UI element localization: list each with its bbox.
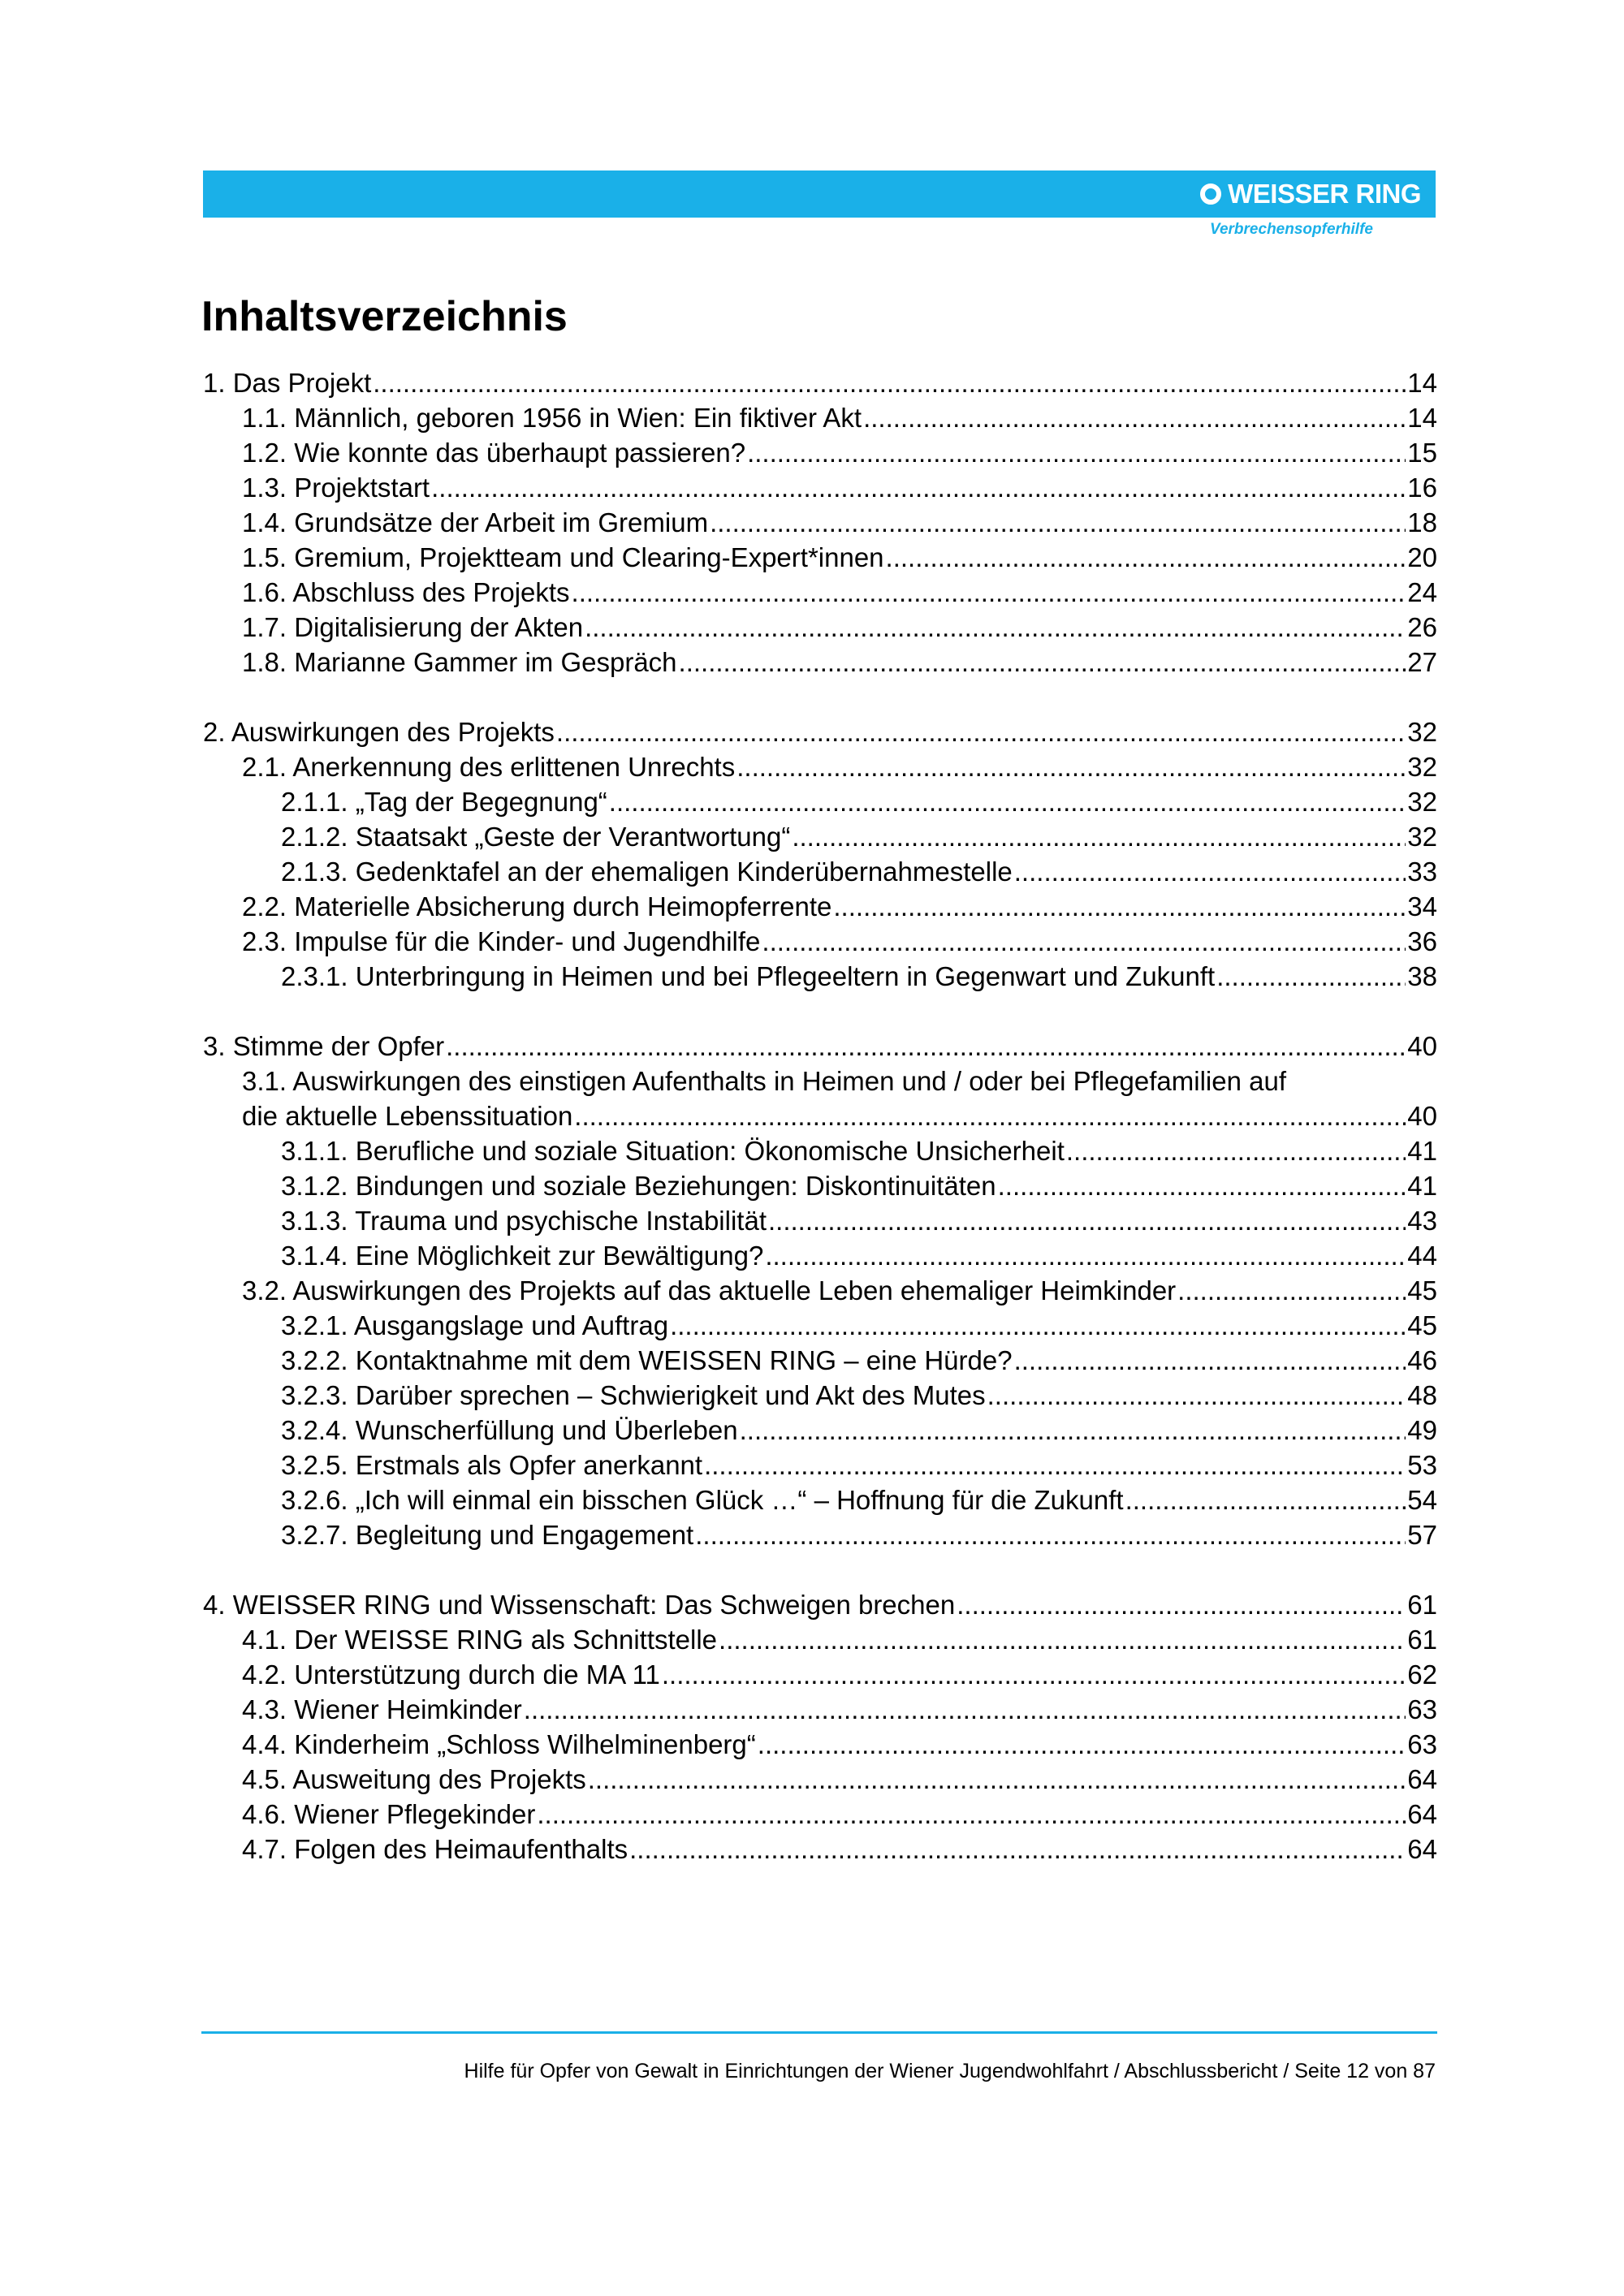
toc-entry: 2.1.2. Staatsakt „Geste der Verantwortung“ ..... 32 xyxy=(203,819,1437,854)
toc-entry: 2.3. Impulse für die Kinder- und Jugendhilfe ..... 36 xyxy=(203,924,1437,959)
toc-entry: 3.1.2. Bindungen und soziale Beziehungen: Diskontinuitäten ..... 41 xyxy=(203,1168,1437,1203)
toc-entry: 3.2.4. Wunscherfüllung und Überleben ..... 49 xyxy=(203,1413,1437,1448)
toc-entry: 3.2.7. Begleitung und Engagement ..... 57 xyxy=(203,1517,1437,1552)
toc-entry: 3.2.2. Kontaktnahme mit dem WEISSEN RING – eine Hürde? ..... 46 xyxy=(203,1343,1437,1378)
toc-entry: 3. Stimme der Opfer ..... 40 xyxy=(203,1029,1437,1064)
toc-entry: 3.1.1. Berufliche und soziale Situation: Ökonomische Unsicherheit ..... 41 xyxy=(203,1133,1437,1168)
table-of-contents xyxy=(203,365,1437,1867)
toc-entry: die aktuelle Lebenssituation ..... 40 xyxy=(203,1098,1437,1133)
toc-entry: 4.7. Folgen des Heimaufenthalts ..... 64 xyxy=(203,1832,1437,1867)
logo xyxy=(1200,177,1421,211)
page-title: Inhaltsverzeichnis xyxy=(201,293,568,340)
toc-entry: 1. Das Projekt ..... 14 xyxy=(203,365,1437,400)
toc-entry: 1.3. Projektstart ..... 16 xyxy=(203,470,1437,505)
header-bar xyxy=(203,170,1436,218)
toc-entry: 3.2.5. Erstmals als Opfer anerkannt ..... 53 xyxy=(203,1448,1437,1482)
toc-entry-line1: 3.1. Auswirkungen des einstigen Aufenthalts in Heimen und / oder bei Pflegefamilien auf xyxy=(242,1066,1286,1096)
toc-entry: 1.5. Gremium, Projektteam und Clearing-Expert*innen ..... 20 xyxy=(203,540,1437,575)
toc-entry: 2.1.3. Gedenktafel an der ehemaligen Kinderübernahmestelle ..... 33 xyxy=(203,854,1437,889)
logo-text: WEISSER RING xyxy=(1228,179,1421,209)
toc-entry: 3.2.3. Darüber sprechen – Schwierigkeit und Akt des Mutes ..... 48 xyxy=(203,1378,1437,1413)
toc-entry: 3.2.1. Ausgangslage und Auftrag ..... 45 xyxy=(203,1308,1437,1343)
logo-subtitle: Verbrechensopferhilfe xyxy=(1210,221,1373,238)
toc-entry: 3.2.6. „Ich will einmal ein bisschen Glück …“ – Hoffnung für die Zukunft ..... 54 xyxy=(203,1482,1437,1517)
toc-entry: 4.4. Kinderheim „Schloss Wilhelminenberg“ ..... 63 xyxy=(203,1727,1437,1762)
toc-entry: 1.2. Wie konnte das überhaupt passieren? ..... 15 xyxy=(203,435,1437,470)
toc-entry: 2.2. Materielle Absicherung durch Heimopferrente ..... 34 xyxy=(203,889,1437,924)
toc-entry: 1.7. Digitalisierung der Akten ..... 26 xyxy=(203,610,1437,645)
toc-entry: 4.3. Wiener Heimkinder ..... 63 xyxy=(203,1692,1437,1727)
toc-entry: 2.3.1. Unterbringung in Heimen und bei Pflegeeltern in Gegenwart und Zukunft ..... 38 xyxy=(203,959,1437,994)
toc-entry: 4. WEISSER RING und Wissenschaft: Das Schweigen brechen ..... 61 xyxy=(203,1587,1437,1622)
toc-entry: 2.1.1. „Tag der Begegnung“ ..... 32 xyxy=(203,784,1437,819)
toc-entry: 4.5. Ausweitung des Projekts ..... 64 xyxy=(203,1762,1437,1797)
toc-entry: 2. Auswirkungen des Projekts ..... 32 xyxy=(203,714,1437,749)
toc-entry: 4.1. Der WEISSE RING als Schnittstelle ..... 61 xyxy=(203,1622,1437,1657)
toc-entry: 1.4. Grundsätze der Arbeit im Gremium ..... 18 xyxy=(203,505,1437,540)
toc-entry: 4.6. Wiener Pflegekinder ..... 64 xyxy=(203,1797,1437,1832)
toc-entry: 2.1. Anerkennung des erlittenen Unrechts ..... 32 xyxy=(203,749,1437,784)
ring-icon xyxy=(1200,183,1221,205)
toc-entry: 4.2. Unterstützung durch die MA 11 ..... 62 xyxy=(203,1657,1437,1692)
toc-entry: 1.8. Marianne Gammer im Gespräch ..... 27 xyxy=(203,645,1437,680)
footer-text: Hilfe für Opfer von Gewalt in Einrichtungen der Wiener Jugendwohlfahrt / Abschlussbericht / Seite 12 von 87 xyxy=(464,2060,1436,2082)
toc-entry: 1.1. Männlich, geboren 1956 in Wien: Ein fiktiver Akt ..... 14 xyxy=(203,400,1437,435)
toc-entry: 3.1.3. Trauma und psychische Instabilität ..... 43 xyxy=(203,1203,1437,1238)
toc-entry: 1.6. Abschluss des Projekts ..... 24 xyxy=(203,575,1437,610)
footer-divider xyxy=(201,2031,1437,2034)
toc-entry: 3.1.4. Eine Möglichkeit zur Bewältigung? ..... 44 xyxy=(203,1238,1437,1273)
toc-entry: 3.2. Auswirkungen des Projekts auf das aktuelle Leben ehemaliger Heimkinder ..... 45 xyxy=(203,1273,1437,1308)
